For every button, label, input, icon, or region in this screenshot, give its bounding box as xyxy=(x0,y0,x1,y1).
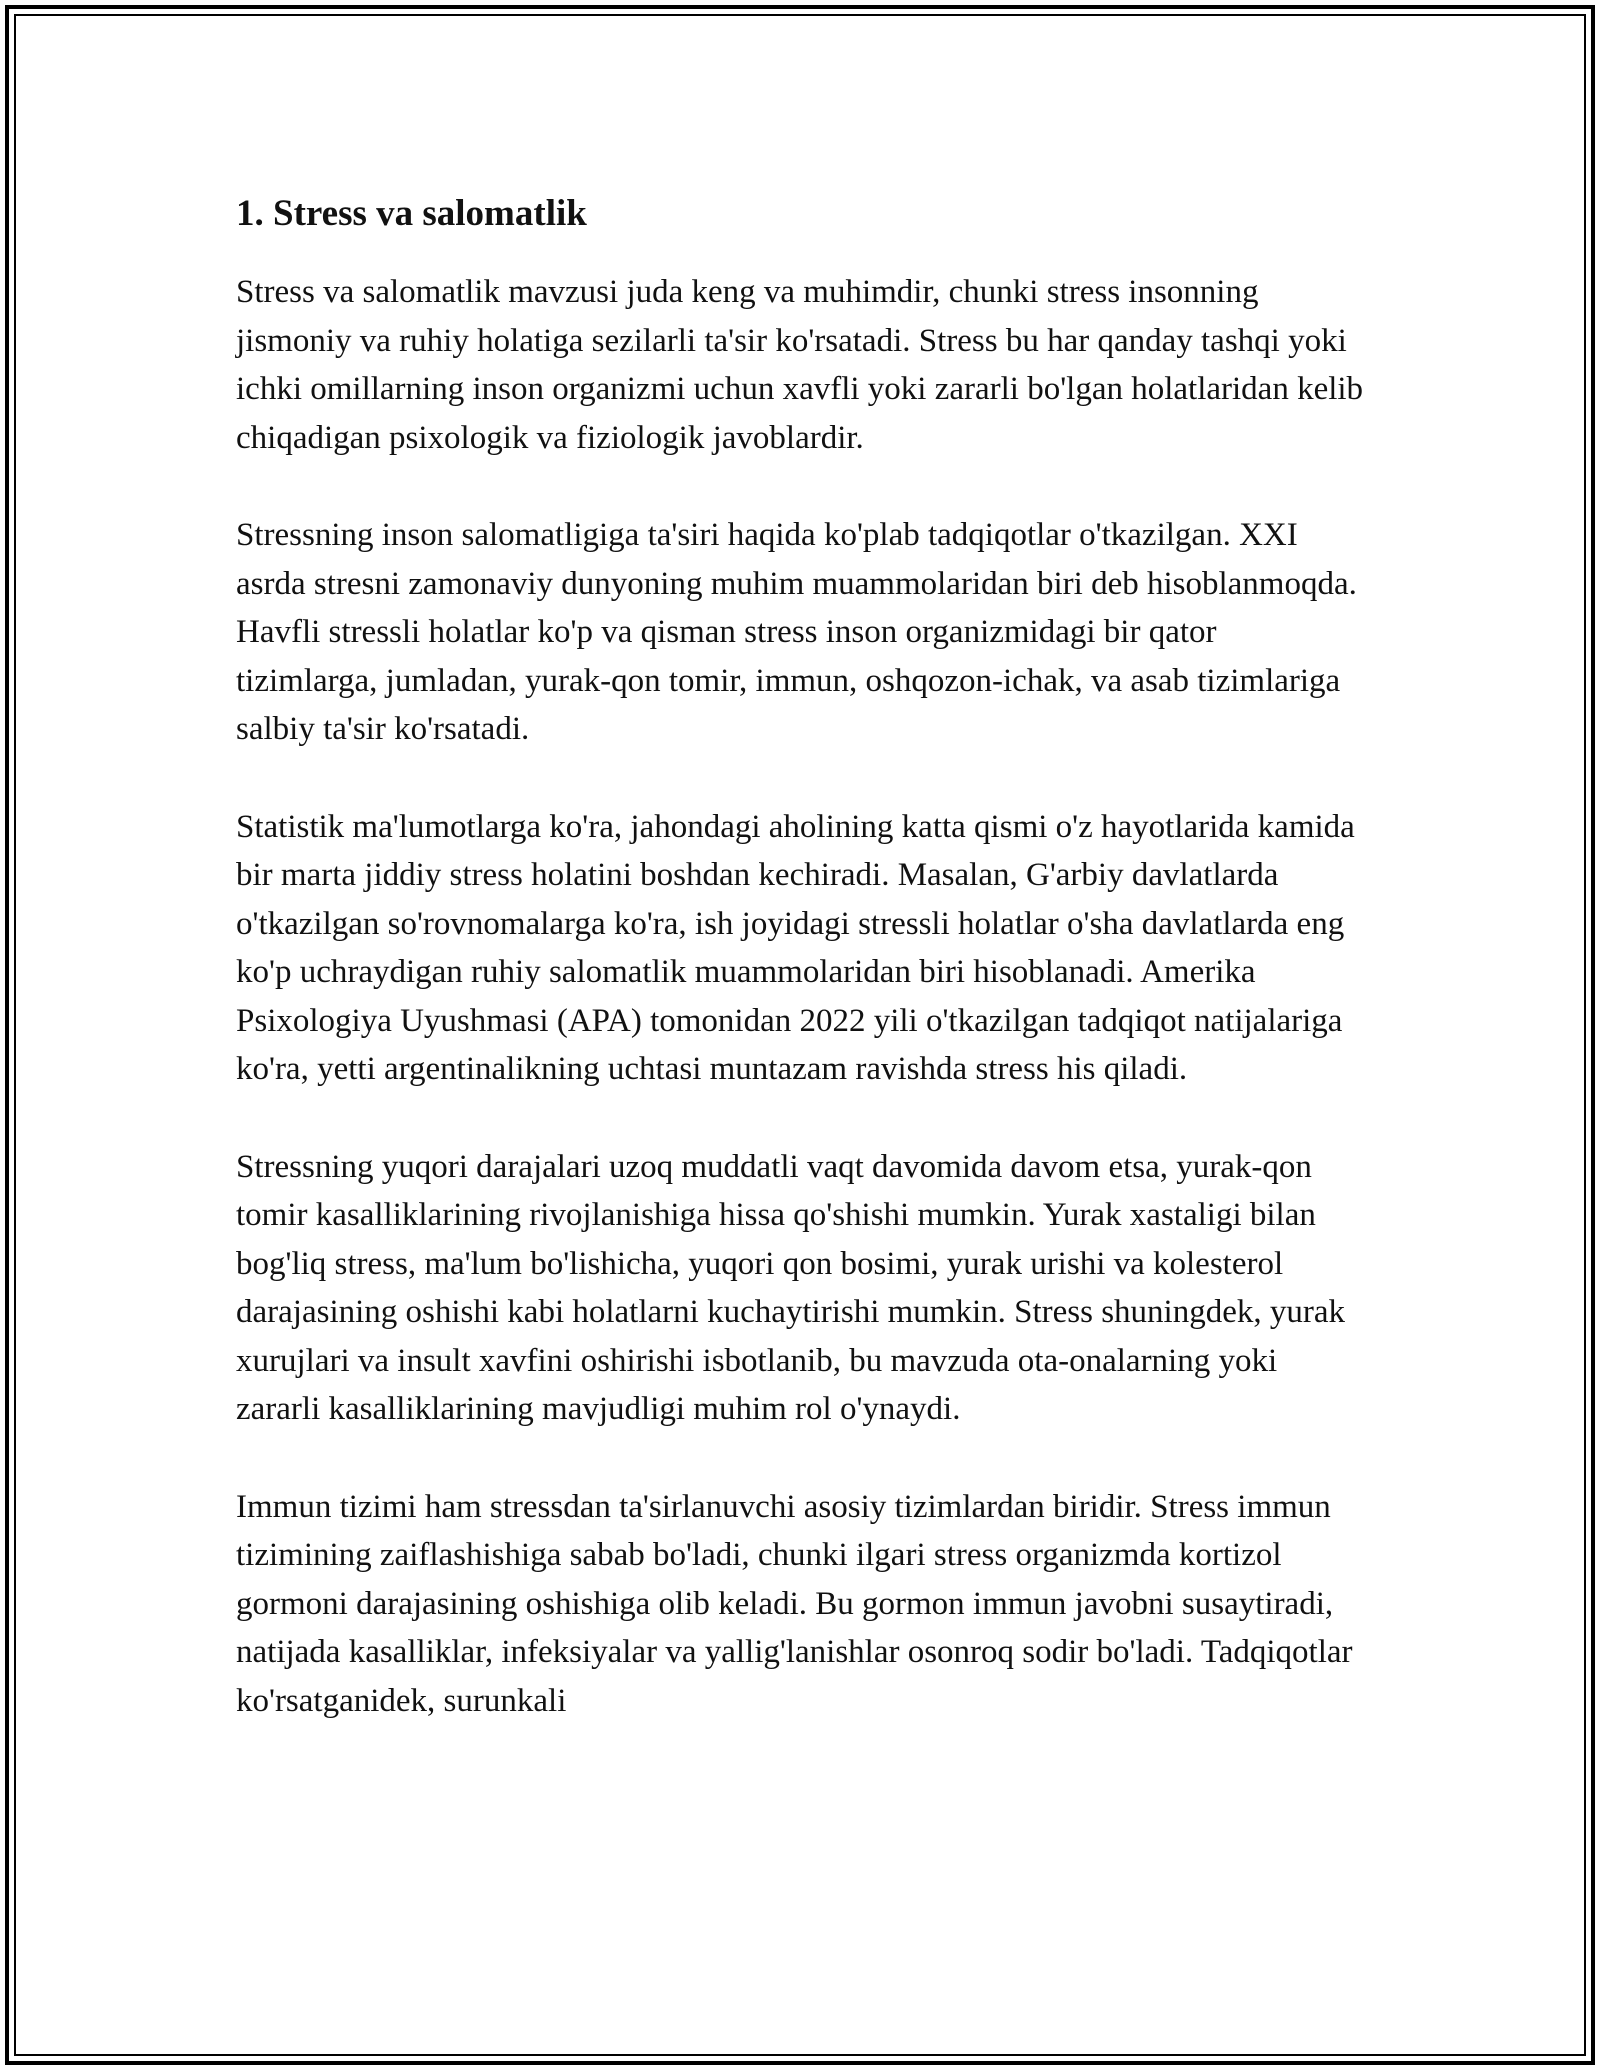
paragraph-statistics: Statistik ma'lumotlarga ko'ra, jahondagi aholining katta qismi o'z hayotlarida kamida bir marta jiddiy stress holatini boshdan kechiradi. Masalan, G'arbiy davlatlarda o'tkazilgan so'rovnomalarga ko'ra, ish joyidagi stressli holatlar o'sha davlatlarda eng ko'p uchraydigan ruhiy salomatlik muammolaridan biri hisoblanadi. Amerika Psixologiya Uyushmasi (APA) tomonidan 2022 yili o'tkazilgan tadqiqot natijalariga ko'ra, yetti argentinalikning uchtasi muntazam ravishda stress his qiladi. xyxy=(236,808,1355,1087)
paragraph-research: Stressning inson salomatligiga ta'siri haqida ko'plab tadqiqotlar o'tkazilgan. XXI asrda stresni zamonaviy dunyoning muhim muammolaridan biri deb hisoblanmoqda. Havfli stressli holatlar ko'p va qisman stress inson organizmidagi bir qator tizimlarga, jumladan, yurak-qon tomir, immun, oshqozon-ichak, va asab tizimlariga salbiy ta'sir ko'rsatadi. xyxy=(236,517,1357,747)
paragraph-cardiovascular: Stressning yuqori darajalari uzoq muddatli vaqt davomida davom etsa, yurak-qon tomir kasalliklarining rivojlanishiga hissa qo'shishi mumkin. Yurak xastaligi bilan bog'liq stress, ma'lum bo'lishicha, yuqori qon bosimi, yurak urishi va kolesterol darajasining oshishi kabi holatlarni kuchaytirishi mumkin. Stress shuningdek, yurak xurujlari va insult xavfini oshirishi isbotlanib, bu mavzuda ota-onalarning yoki zararli kasalliklarining mavjudligi muhim rol o'ynaydi. xyxy=(236,1148,1346,1427)
paragraph-intro: Stress va salomatlik mavzusi juda keng va muhimdir, chunki stress insonning jismoniy va ruhiy holatiga sezilarli ta'sir ko'rsatadi. Stress bu har qanday tashqi yoki ichki omillarning inson organizmi uchun xavfli yoki zararli bo'lgan holatlaridan kelib chiqadigan psixologik va fiziologik javoblardir. xyxy=(236,274,1364,456)
section-title: 1. Stress va salomatlik xyxy=(236,193,587,234)
document-body xyxy=(236,188,1366,1774)
paragraph-immune: Immun tizimi ham stressdan ta'sirlanuvchi asosiy tizimlardan biridir. Stress immun tizimining zaiflashishiga sabab bo'ladi, chunki ilgari stress organizmda kortizol gormoni darajasining oshishiga olib keladi. Bu gormon immun javobni susaytiradi, natijada kasalliklar, infeksiyalar va yallig'lanishlar osonroq sodir bo'ladi. Tadqiqotlar ko'rsatganidek, surunkali xyxy=(236,1488,1353,1719)
